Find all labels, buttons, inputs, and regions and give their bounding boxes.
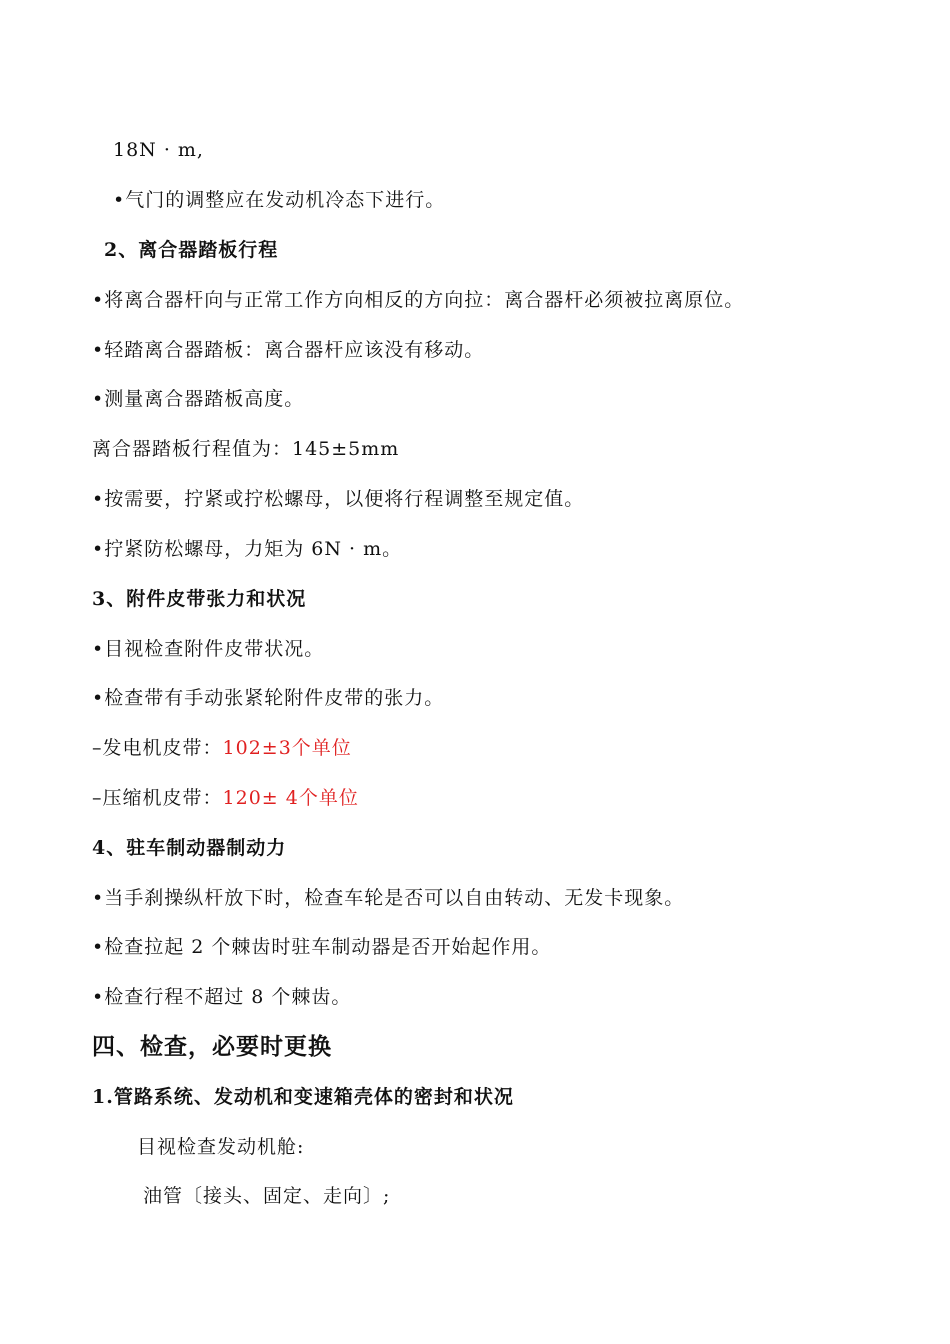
inspect-engine-bay: 目视检查发动机舱: [137, 1136, 305, 1158]
alternator-belt-label: –发电机皮带： [92, 737, 223, 759]
bullet-clutch-lever-pull: •将离合器杆向与正常工作方向相反的方向拉：离合器杆必须被拉离原位。 [92, 289, 745, 311]
compressor-belt-label: –压缩机皮带： [92, 787, 223, 809]
alternator-belt-line [92, 735, 352, 761]
bullet-max-eight-notches: •检查行程不超过 8 个棘齿。 [92, 986, 352, 1008]
bullet-adjust-nut: •按需要，拧紧或拧松螺母，以便将行程调整至规定值。 [92, 488, 585, 510]
bullet-lock-nut-torque: •拧紧防松螺母，力矩为 6N · m。 [92, 538, 403, 560]
oil-pipe-line: 油管〔接头、固定、走向〕; [143, 1185, 391, 1207]
bullet-press-clutch-pedal: •轻踏离合器踏板：离合器杆应该没有移动。 [92, 339, 485, 361]
bullet-wheel-free-rotation: •当手刹操纵杆放下时，检查车轮是否可以自由转动、无发卡现象。 [92, 887, 685, 909]
compressor-belt-value: 120± 4个单位 [222, 787, 359, 809]
heading-clutch-pedal-travel: 2、离合器踏板行程 [104, 239, 279, 261]
heading-parking-brake: 4、驻车制动器制动力 [92, 837, 287, 859]
bullet-measure-pedal-height: •测量离合器踏板高度。 [92, 388, 305, 410]
bullet-valve-adjustment: •气门的调整应在发动机冷态下进行。 [113, 189, 446, 211]
heading-belt-tension: 3、附件皮带张力和状况 [92, 588, 307, 610]
bullet-two-notches: •检查拉起 2 个棘齿时驻车制动器是否开始起作用。 [92, 936, 552, 958]
heading-pipe-seal: 1.管路系统、发动机和变速箱壳体的密封和状况 [92, 1086, 514, 1108]
compressor-belt-line [92, 785, 359, 811]
torque-value-line: 18N · m, [113, 139, 204, 161]
clutch-travel-value: 离合器踏板行程值为：145±5mm [92, 438, 400, 460]
section-inspect-replace: 四、检查，必要时更换 [92, 1033, 332, 1060]
bullet-inspect-belt: •目视检查附件皮带状况。 [92, 638, 325, 660]
alternator-belt-value: 102±3个单位 [222, 737, 352, 759]
bullet-check-belt-tension: •检查带有手动张紧轮附件皮带的张力。 [92, 687, 445, 709]
